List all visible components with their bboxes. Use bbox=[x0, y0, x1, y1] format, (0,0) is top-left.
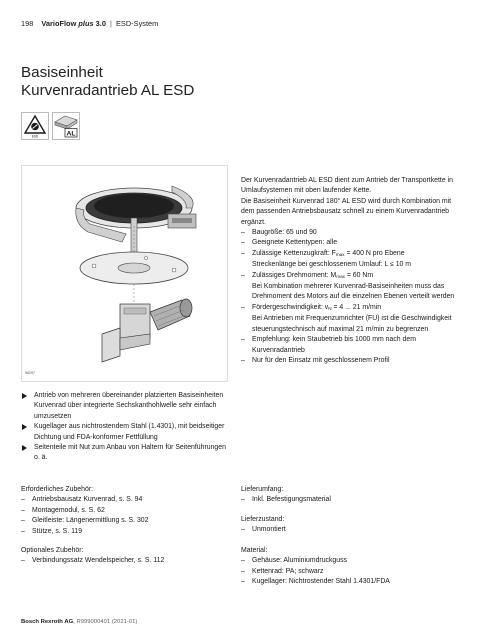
section-heading: Material: bbox=[241, 547, 268, 554]
dash-marker: – bbox=[241, 239, 245, 247]
dash-marker: – bbox=[241, 526, 245, 534]
spec-text: Baugröße: 65 und 90 bbox=[252, 229, 317, 237]
spec-note: Streckenlänge bei geschlossenem Umlauf: L ≤ 10 m bbox=[252, 261, 412, 269]
dash-marker: – bbox=[241, 249, 245, 257]
material-text: Kugellager: Nichtrostender Stahl 1.4301/FDA bbox=[252, 578, 390, 586]
title-line-1: Basiseinheit bbox=[21, 64, 103, 81]
description-paragraph-1: Der Kurvenradantrieb AL ESD dient zum Antrieb der Transportkette in Umlaufsystemen mit oben laufender Kette. bbox=[241, 177, 453, 195]
condition-item bbox=[241, 525, 456, 535]
material-text: Kettenrad: PA; schwarz bbox=[252, 567, 324, 575]
required-accessories bbox=[21, 485, 226, 537]
header-separator: | bbox=[110, 19, 112, 28]
product-suffix: plus bbox=[78, 19, 94, 28]
spec-item bbox=[241, 238, 456, 248]
dash-marker: – bbox=[21, 557, 25, 565]
section-heading: Lieferumfang: bbox=[241, 486, 284, 493]
spec-value: = 4 ... 21 m/min bbox=[331, 303, 382, 311]
page-number: 198 bbox=[21, 19, 34, 28]
accessory-text: Gleitleiste: Längenermittlung s. S. 302 bbox=[32, 517, 149, 525]
feature-text: Seitenteile mit Nut zum Anbau von Haltern für Seitenführungen o. ä. bbox=[34, 444, 226, 462]
delivery-item bbox=[241, 495, 456, 505]
accessory-item bbox=[21, 516, 226, 526]
dash-marker: – bbox=[241, 229, 245, 237]
feature-text: Antrieb von mehreren übereinander platzierten Basiseinheiten Kurvenrad über integrierte Sechskanthohlwelle sehr einfach umzusetzen bbox=[34, 392, 224, 420]
dash-marker: – bbox=[21, 517, 25, 525]
product-description bbox=[241, 176, 456, 366]
delivery-condition bbox=[241, 515, 456, 536]
esd-warning-icon bbox=[21, 112, 49, 140]
section-heading: Optionales Zubehör: bbox=[21, 547, 84, 554]
section-heading: Erforderliches Zubehör: bbox=[21, 486, 94, 493]
feature-list bbox=[21, 391, 226, 464]
dash-marker: – bbox=[241, 356, 245, 364]
spec-text: Geeignete Kettentypen: alle bbox=[252, 239, 338, 247]
dash-marker: – bbox=[241, 557, 245, 565]
spec-value: = 400 N pro Ebene bbox=[344, 249, 405, 257]
dash-marker: – bbox=[241, 336, 245, 344]
material-item bbox=[241, 567, 456, 577]
accessory-text: Montagemodul, s. S. 62 bbox=[32, 506, 105, 514]
page-header bbox=[21, 19, 158, 28]
description-paragraph-2: Die Basiseinheit Kurvenrad 180° AL ESD wird durch Kombination mit dem passenden Antriebsbausatz schnell zu einem Kurvenradantrieb ergänzt. bbox=[241, 197, 452, 226]
esd-icon-label: ESD bbox=[31, 134, 39, 139]
curve-wheel-drive-illustration bbox=[22, 166, 227, 381]
spec-text: Zulässiges Drehmoment: M bbox=[252, 271, 337, 279]
feature-item bbox=[21, 422, 226, 443]
certification-icons bbox=[21, 112, 80, 140]
product-version: 3.0 bbox=[95, 19, 106, 28]
scope-of-delivery bbox=[241, 485, 456, 506]
section-name: ESD-System bbox=[115, 19, 159, 28]
page-footer: Bosch Rexroth AG, R999000401 (2021-01) bbox=[21, 619, 138, 625]
spec-note: Bei Antrieben mit Frequenzumrichter (FU) ist die Geschwindigkeit steuerungstechnisch auf maximal 21 m/min zu begrenzen bbox=[252, 315, 452, 333]
bullet-triangle-icon bbox=[22, 424, 27, 430]
feature-text: Kugellager aus nichtrostendem Stahl (1.4301), mit beidseitiger Dichtung und FDA-konformer Fettfüllung bbox=[34, 423, 225, 441]
spec-item bbox=[241, 249, 456, 271]
dash-marker: – bbox=[21, 527, 25, 535]
spec-item bbox=[241, 271, 456, 303]
material-text: Gehäuse: Aluminiumdruckguss bbox=[252, 557, 347, 565]
accessory-item bbox=[21, 527, 226, 537]
spec-note: Bei Kombination mehrerer Kurvenrad-Basiseinheiten muss das Drehmoment des Motors auf die einzelnen Ebenen verteilt werden bbox=[252, 283, 455, 301]
optional-accessories bbox=[21, 546, 226, 567]
condition-text: Unmontiert bbox=[252, 526, 286, 534]
dash-marker: – bbox=[241, 567, 245, 575]
accessory-item bbox=[21, 506, 226, 516]
spec-item bbox=[241, 228, 456, 238]
product-name-main: VarioFlow bbox=[41, 19, 77, 28]
accessory-text: Stütze, s. S. 119 bbox=[32, 527, 83, 535]
spec-text: Zulässige Kettenzugkraft: F bbox=[252, 249, 336, 257]
figure-id: 98297 bbox=[25, 371, 35, 375]
dash-marker: – bbox=[21, 506, 25, 514]
spec-subscript: max bbox=[336, 273, 345, 279]
material-item bbox=[241, 556, 456, 566]
dash-marker: – bbox=[241, 578, 245, 586]
document-reference: R999000401 (2021-01) bbox=[76, 619, 138, 625]
product-image bbox=[21, 165, 228, 382]
material-item bbox=[241, 577, 456, 587]
bullet-triangle-icon bbox=[22, 393, 27, 399]
bullet-triangle-icon bbox=[22, 445, 27, 451]
dash-marker: – bbox=[241, 271, 245, 279]
company-name: Bosch Rexroth AG bbox=[21, 619, 74, 625]
product-name bbox=[41, 19, 106, 28]
spec-item bbox=[241, 356, 456, 366]
section-heading: Lieferzustand: bbox=[241, 516, 285, 523]
feature-item bbox=[21, 443, 226, 464]
spec-text: Nur für den Einsatz mit geschlossenem Profil bbox=[252, 356, 390, 364]
spec-text: Empfehlung: kein Staubetrieb bis 1000 mm nach dem Kurvenradantrieb bbox=[252, 336, 416, 354]
spec-item bbox=[241, 303, 456, 335]
spec-text: Fördergeschwindigkeit: v bbox=[252, 303, 329, 311]
feature-item bbox=[21, 391, 226, 422]
dash-marker: – bbox=[241, 303, 245, 311]
page-title bbox=[21, 64, 194, 100]
delivery-text: Inkl. Befestigungsmaterial bbox=[252, 496, 331, 504]
dash-marker: – bbox=[21, 496, 25, 504]
spec-subscript: max bbox=[335, 251, 345, 257]
accessory-item bbox=[21, 556, 226, 566]
al-icon-label: AL bbox=[66, 130, 76, 138]
dash-marker: – bbox=[241, 496, 245, 504]
spec-value: = 60 Nm bbox=[344, 271, 374, 279]
material-section bbox=[241, 546, 456, 588]
accessory-item bbox=[21, 495, 226, 505]
spec-subscript: N bbox=[328, 305, 332, 311]
aluminum-profile-icon bbox=[52, 112, 80, 140]
title-line-2: Kurvenradantrieb AL ESD bbox=[21, 82, 195, 99]
spec-item bbox=[241, 335, 456, 356]
accessory-text: Verbindungssatz Wendelspeicher, s. S. 112 bbox=[32, 557, 165, 565]
accessory-text: Antriebsbausatz Kurvenrad, s. S. 94 bbox=[32, 496, 143, 504]
